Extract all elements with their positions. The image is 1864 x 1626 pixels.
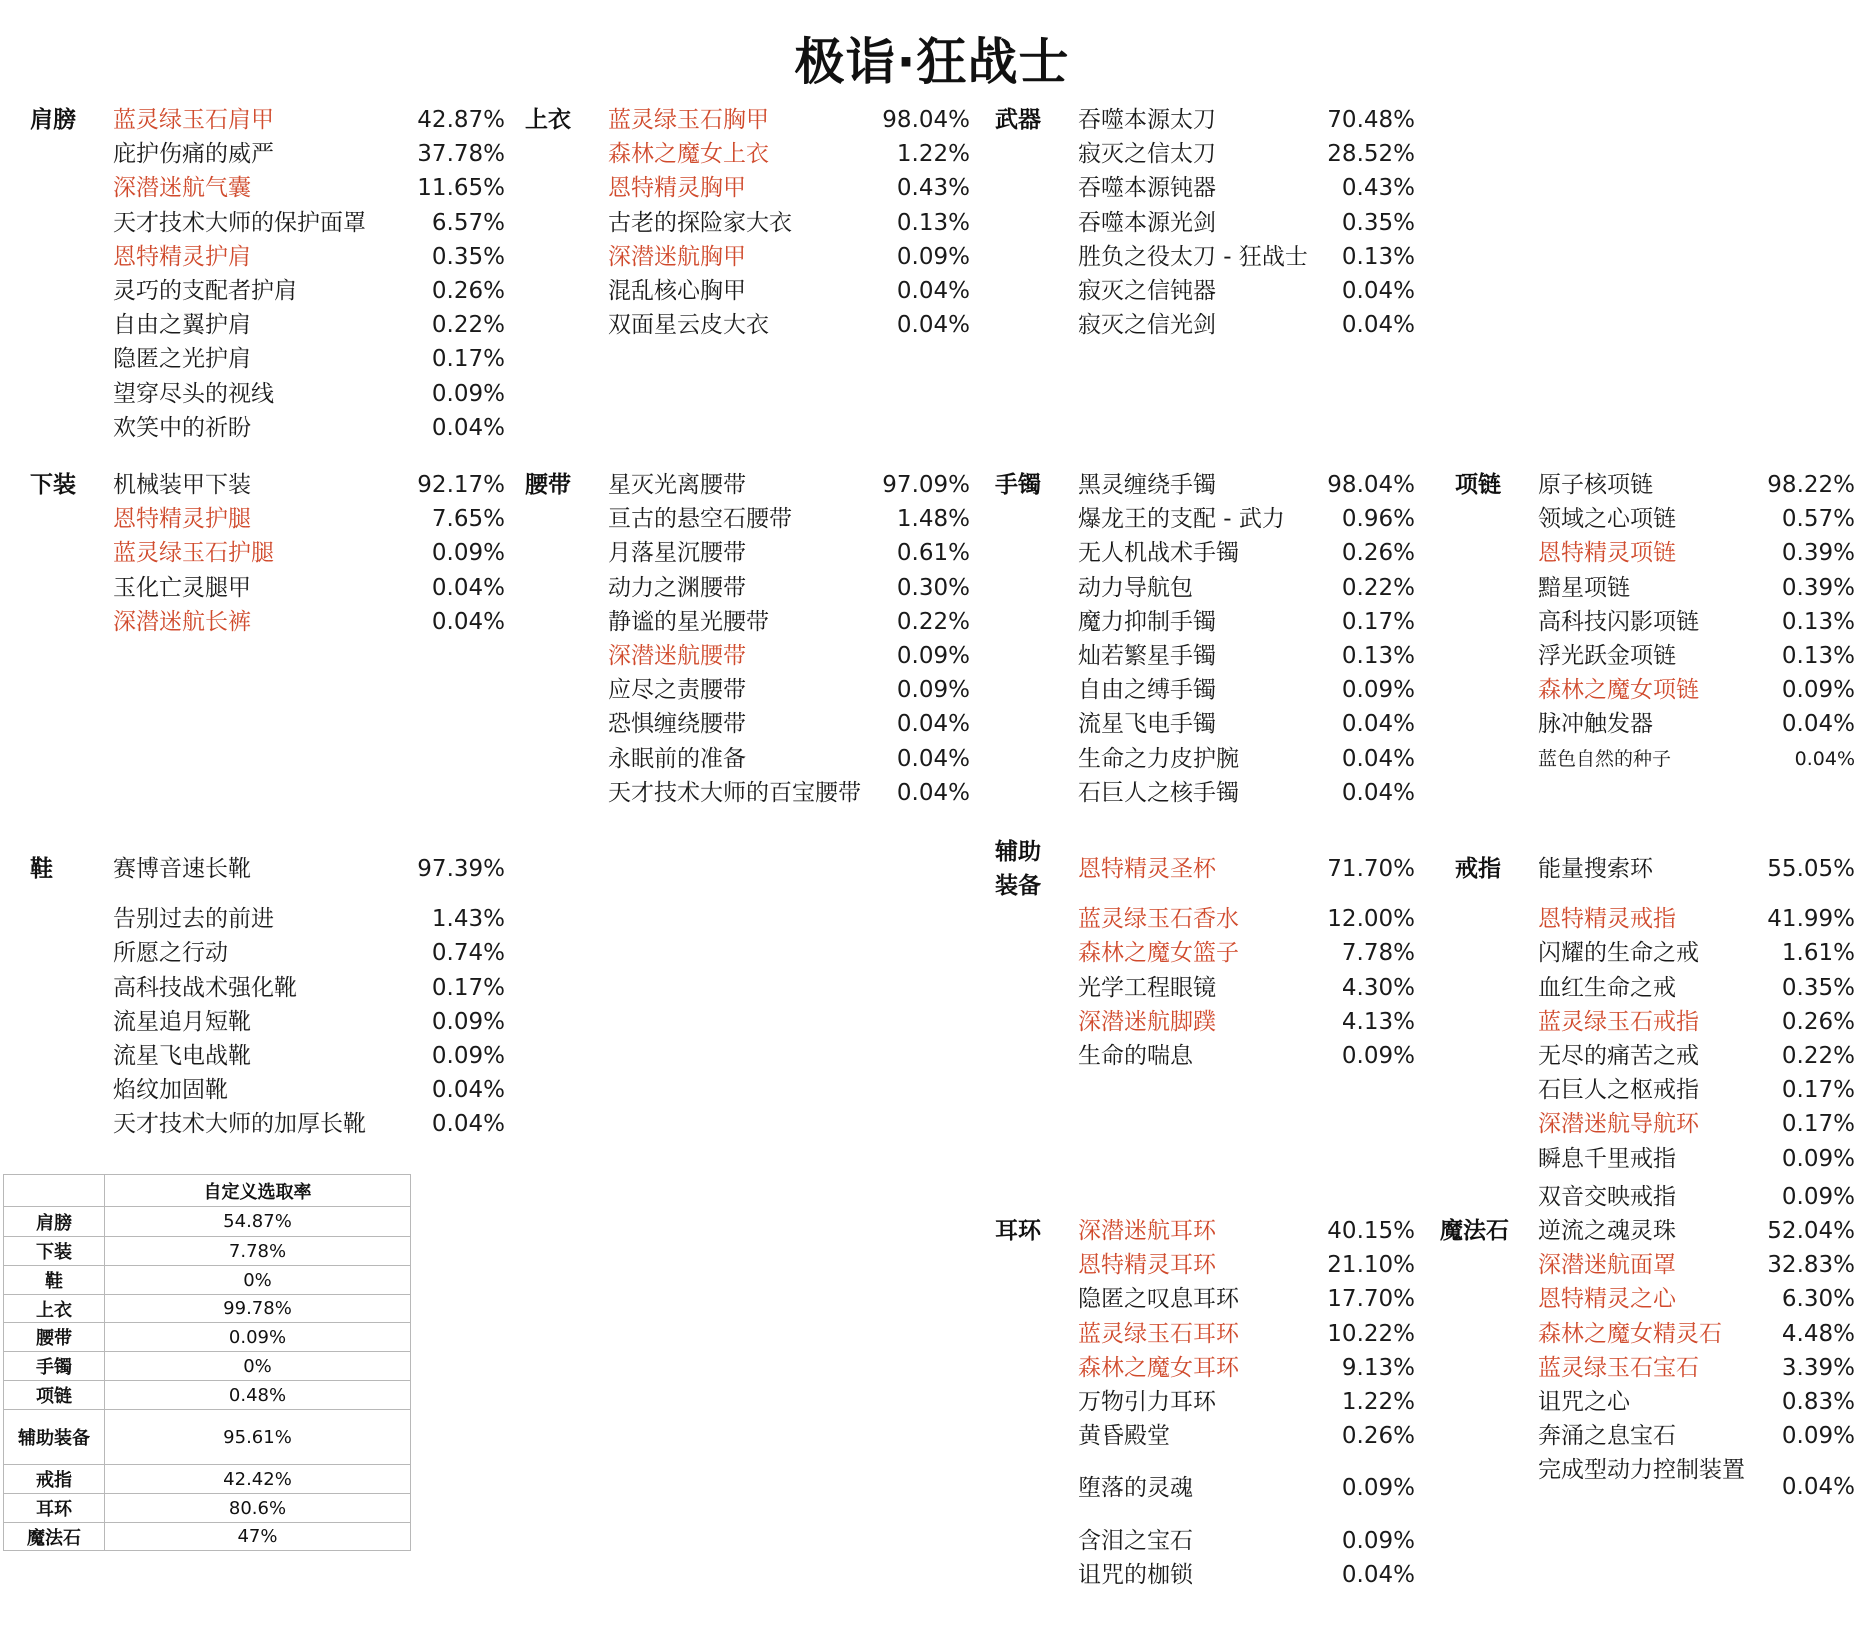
item-name: 永眠前的准备 (608, 745, 746, 772)
item-percentage: 0.09% (1341, 677, 1415, 704)
item-percentage: 0.04% (1341, 1561, 1415, 1588)
item-percentage: 0.04% (431, 1111, 505, 1138)
section-label-pants: 下装 (30, 472, 76, 498)
item-percentage: 28.52% (1327, 141, 1415, 168)
item-percentage: 0.04% (896, 779, 970, 806)
item-percentage: 1.48% (896, 506, 970, 533)
item-percentage: 1.43% (431, 906, 505, 933)
item-name: 深潜迷航长裤 (113, 608, 251, 635)
item-percentage: 1.22% (1341, 1389, 1415, 1415)
item-percentage: 98.04% (1327, 472, 1415, 498)
item-name: 诅咒之心 (1538, 1389, 1630, 1415)
item-name: 应尽之责腰带 (608, 677, 746, 704)
item-name: 恩特精灵圣杯 (1078, 856, 1216, 882)
custom-rate-value: 99.78% (105, 1295, 411, 1323)
item-percentage: 0.09% (1781, 1423, 1855, 1450)
custom-rate-value: 42.42% (105, 1465, 411, 1494)
item-percentage: 0.09% (1781, 1145, 1855, 1172)
custom-rate-value: 95.61% (105, 1410, 411, 1465)
section-label-weapon: 武器 (995, 107, 1041, 133)
item-percentage: 0.09% (431, 380, 505, 407)
item-percentage: 92.17% (417, 472, 505, 498)
item-name: 高科技闪影项链 (1538, 608, 1699, 635)
item-percentage: 0.09% (1781, 677, 1855, 704)
item-name: 灵巧的支配者护肩 (113, 278, 297, 304)
custom-rate-row (4, 1352, 411, 1381)
item-percentage: 0.35% (431, 243, 505, 270)
item-name: 深潜迷航胸甲 (608, 243, 746, 270)
custom-rate-value: 47% (105, 1523, 411, 1551)
custom-rate-label: 下装 (4, 1237, 105, 1266)
item-name: 石巨人之枢戒指 (1538, 1077, 1699, 1104)
item-percentage: 97.39% (417, 856, 505, 882)
item-percentage: 0.04% (431, 574, 505, 601)
section-label-shoulder: 肩膀 (30, 107, 76, 133)
item-name: 天才技术大师的保护面罩 (113, 209, 366, 236)
item-percentage: 0.04% (896, 745, 970, 772)
item-percentage: 4.13% (1341, 1008, 1415, 1035)
section-label-belt: 腰带 (525, 472, 571, 498)
item-percentage: 0.04% (896, 711, 970, 738)
item-percentage: 0.39% (1781, 574, 1855, 601)
item-name: 吞噬本源光剑 (1078, 209, 1216, 236)
item-percentage: 0.04% (431, 608, 505, 635)
item-percentage: 0.04% (1341, 278, 1415, 304)
item-name: 焰纹加固靴 (113, 1077, 228, 1104)
item-name: 爆龙王的支配 - 武力 (1078, 506, 1285, 533)
item-name: 蓝灵绿玉石香水 (1078, 906, 1239, 933)
item-name: 隐匿之光护肩 (113, 346, 251, 373)
item-percentage: 42.87% (417, 107, 505, 133)
item-name: 黯星项链 (1538, 574, 1630, 601)
item-name: 魔力抑制手镯 (1078, 608, 1216, 635)
item-percentage: 3.39% (1781, 1354, 1855, 1381)
item-name: 生命的喘息 (1078, 1043, 1193, 1069)
item-percentage: 0.26% (1341, 1423, 1415, 1450)
custom-rate-label: 上衣 (4, 1295, 105, 1323)
item-name: 深潜迷航腰带 (608, 643, 746, 669)
item-percentage: 0.35% (1341, 209, 1415, 236)
section-label-earring: 耳环 (995, 1218, 1041, 1244)
item-percentage: 52.04% (1767, 1218, 1855, 1244)
page-title: 极诣·狂战士 (794, 33, 1070, 91)
item-percentage: 0.13% (1781, 643, 1855, 669)
item-name: 隐匿之叹息耳环 (1078, 1286, 1239, 1313)
item-name: 胜负之役太刀 - 狂战士 (1078, 243, 1308, 270)
section-label-ring: 戒指 (1455, 856, 1501, 882)
item-percentage: 98.04% (882, 107, 970, 133)
item-percentage: 9.13% (1341, 1354, 1415, 1381)
item-name: 吞噬本源钝器 (1078, 175, 1216, 202)
item-percentage: 0.13% (1341, 643, 1415, 669)
item-name: 自由之缚手镯 (1078, 677, 1216, 704)
item-name: 逆流之魂灵珠 (1538, 1218, 1676, 1244)
item-name: 深潜迷航面罩 (1538, 1252, 1676, 1279)
item-name: 月落星沉腰带 (608, 540, 746, 567)
custom-rate-label: 肩膀 (4, 1207, 105, 1237)
item-percentage: 0.04% (1781, 711, 1855, 738)
custom-rate-row (4, 1381, 411, 1410)
item-percentage: 0.04% (1794, 747, 1855, 770)
item-name: 森林之魔女篮子 (1078, 940, 1239, 967)
item-percentage: 7.65% (431, 506, 505, 533)
item-percentage: 0.04% (1341, 745, 1415, 772)
item-name: 堕落的灵魂 (1078, 1475, 1193, 1502)
item-name: 所愿之行动 (113, 940, 228, 967)
item-name: 蓝色自然的种子 (1538, 747, 1672, 770)
item-name: 万物引力耳环 (1078, 1389, 1216, 1415)
item-name: 瞬息千里戒指 (1538, 1145, 1676, 1172)
item-percentage: 97.09% (882, 472, 970, 498)
item-name: 含泪之宝石 (1078, 1527, 1193, 1554)
section-label-bracelet: 手镯 (995, 472, 1041, 498)
item-name: 蓝灵绿玉石护腿 (113, 540, 274, 567)
item-name: 动力导航包 (1078, 574, 1193, 601)
item-percentage: 0.22% (1781, 1043, 1855, 1069)
custom-rate-row (4, 1410, 411, 1465)
item-name: 蓝灵绿玉石胸甲 (608, 107, 769, 133)
item-percentage: 0.04% (1341, 711, 1415, 738)
item-name: 欢笑中的祈盼 (113, 414, 251, 441)
custom-rate-value: 7.78% (105, 1237, 411, 1266)
item-name: 寂灭之信太刀 (1078, 141, 1216, 168)
item-name: 寂灭之信钝器 (1078, 278, 1216, 304)
item-percentage: 0.04% (896, 312, 970, 339)
item-percentage: 0.17% (1781, 1077, 1855, 1104)
item-name: 星灭光离腰带 (608, 472, 746, 498)
item-percentage: 0.04% (431, 414, 505, 441)
item-percentage: 0.61% (896, 540, 970, 567)
section-label-top: 上衣 (525, 107, 571, 133)
item-name: 混乱核心胸甲 (608, 278, 746, 304)
item-percentage: 0.04% (431, 1077, 505, 1104)
custom-rate-label: 魔法石 (4, 1523, 105, 1551)
item-name: 森林之魔女耳环 (1078, 1354, 1239, 1381)
section-label-shoes: 鞋 (30, 856, 53, 882)
custom-rate-value: 80.6% (105, 1494, 411, 1523)
custom-rate-value: 0% (105, 1266, 411, 1295)
item-percentage: 0.43% (1341, 175, 1415, 202)
item-name: 动力之渊腰带 (608, 574, 746, 601)
item-percentage: 0.26% (1341, 540, 1415, 567)
item-percentage: 0.43% (896, 175, 970, 202)
custom-rate-label: 手镯 (4, 1352, 105, 1381)
item-name: 灿若繁星手镯 (1078, 643, 1216, 669)
item-percentage: 0.09% (896, 677, 970, 704)
item-name: 双面星云皮大衣 (608, 312, 769, 339)
item-name: 赛博音速长靴 (113, 856, 251, 882)
item-name: 诅咒的枷锁 (1078, 1561, 1193, 1588)
custom-rate-label: 耳环 (4, 1494, 105, 1523)
item-percentage: 71.70% (1327, 856, 1415, 882)
custom-rate-label: 鞋 (4, 1266, 105, 1295)
item-percentage: 0.57% (1781, 506, 1855, 533)
section-label-necklace: 项链 (1455, 472, 1501, 498)
item-name: 天才技术大师的百宝腰带 (608, 779, 861, 806)
item-percentage: 0.09% (431, 540, 505, 567)
item-percentage: 0.39% (1781, 540, 1855, 567)
item-name: 亘古的悬空石腰带 (608, 506, 792, 533)
item-percentage: 12.00% (1327, 906, 1415, 933)
custom-rate-row (4, 1237, 411, 1266)
item-percentage: 1.61% (1781, 940, 1855, 967)
item-percentage: 0.17% (1341, 608, 1415, 635)
item-name: 能量搜索环 (1538, 856, 1653, 882)
item-percentage: 0.74% (431, 940, 505, 967)
item-name: 天才技术大师的加厚长靴 (113, 1111, 366, 1138)
item-name: 静谧的星光腰带 (608, 608, 769, 635)
item-percentage: 0.22% (1341, 574, 1415, 601)
item-name: 生命之力皮护腕 (1078, 745, 1239, 772)
item-percentage: 70.48% (1327, 107, 1415, 133)
item-name: 玉化亡灵腿甲 (113, 574, 251, 601)
item-name: 机械装甲下装 (113, 472, 251, 498)
item-name: 闪耀的生命之戒 (1538, 940, 1699, 967)
item-percentage: 0.09% (1341, 1043, 1415, 1069)
item-percentage: 41.99% (1767, 906, 1855, 933)
custom-rate-label: 项链 (4, 1381, 105, 1410)
item-name: 无人机战术手镯 (1078, 540, 1239, 567)
custom-rate-row (4, 1295, 411, 1323)
item-name: 蓝灵绿玉石肩甲 (113, 107, 274, 133)
item-percentage: 0.35% (1781, 974, 1855, 1001)
item-percentage: 0.17% (431, 974, 505, 1001)
item-percentage: 0.13% (896, 209, 970, 236)
item-name: 脉冲触发器 (1538, 711, 1653, 738)
item-name: 浮光跃金项链 (1538, 643, 1676, 669)
item-name: 深潜迷航耳环 (1078, 1218, 1216, 1244)
item-percentage: 32.83% (1767, 1252, 1855, 1279)
custom-rate-row (4, 1523, 411, 1551)
custom-rate-row (4, 1465, 411, 1494)
item-percentage: 0.09% (431, 1008, 505, 1035)
item-name: 蓝灵绿玉石耳环 (1078, 1320, 1239, 1347)
item-percentage: 0.09% (1341, 1527, 1415, 1554)
item-percentage: 17.70% (1327, 1286, 1415, 1313)
item-name: 奔涌之息宝石 (1538, 1423, 1676, 1450)
custom-rate-table (3, 1174, 411, 1551)
item-name: 流星飞电手镯 (1078, 711, 1216, 738)
section-label-support: 辅助装备 (995, 839, 1041, 899)
item-name: 恩特精灵之心 (1538, 1286, 1676, 1313)
item-percentage: 55.05% (1767, 856, 1855, 882)
item-name: 恩特精灵项链 (1538, 540, 1676, 567)
item-percentage: 0.09% (1781, 1183, 1855, 1210)
item-name: 恩特精灵戒指 (1538, 906, 1676, 933)
item-percentage: 6.30% (1781, 1286, 1855, 1313)
item-name: 石巨人之核手镯 (1078, 779, 1239, 806)
custom-rate-corner (4, 1175, 105, 1207)
custom-rate-header-row (4, 1175, 411, 1207)
item-percentage: 0.13% (1781, 608, 1855, 635)
item-name: 自由之翼护肩 (113, 312, 251, 339)
item-percentage: 7.78% (1341, 940, 1415, 967)
item-name: 双音交映戒指 (1538, 1183, 1676, 1210)
item-percentage: 0.09% (896, 243, 970, 270)
item-name: 森林之魔女上衣 (608, 141, 769, 168)
item-percentage: 1.22% (896, 141, 970, 168)
item-name: 告别过去的前进 (113, 906, 274, 933)
item-percentage: 0.04% (896, 278, 970, 304)
item-percentage: 0.13% (1341, 243, 1415, 270)
item-percentage: 0.09% (1341, 1475, 1415, 1502)
item-percentage: 0.04% (1341, 312, 1415, 339)
custom-rate-value: 0.09% (105, 1323, 411, 1352)
item-name: 恩特精灵护腿 (113, 506, 251, 533)
item-name: 恩特精灵耳环 (1078, 1252, 1216, 1279)
item-percentage: 0.30% (896, 574, 970, 601)
item-name: 领域之心项链 (1538, 506, 1676, 533)
item-name: 完成型动力控制装置 (1538, 1457, 1745, 1484)
item-name: 深潜迷航脚蹼 (1078, 1008, 1216, 1035)
custom-rate-header: 自定义选取率 (105, 1175, 411, 1207)
custom-rate-row (4, 1266, 411, 1295)
item-percentage: 21.10% (1327, 1252, 1415, 1279)
custom-rate-row (4, 1207, 411, 1237)
item-name: 流星追月短靴 (113, 1008, 251, 1035)
item-percentage: 6.57% (431, 209, 505, 236)
item-percentage: 0.09% (896, 643, 970, 669)
custom-rate-label: 戒指 (4, 1465, 105, 1494)
item-percentage: 0.04% (1781, 1474, 1855, 1501)
item-percentage: 4.30% (1341, 974, 1415, 1001)
item-percentage: 10.22% (1327, 1320, 1415, 1347)
custom-rate-row (4, 1494, 411, 1523)
item-percentage: 0.26% (431, 278, 505, 304)
custom-rate-row (4, 1323, 411, 1352)
item-percentage: 0.22% (431, 312, 505, 339)
item-name: 寂灭之信光剑 (1078, 312, 1216, 339)
item-percentage: 0.09% (431, 1043, 505, 1069)
item-percentage: 37.78% (417, 141, 505, 168)
item-name: 庇护伤痛的威严 (113, 141, 274, 168)
item-name: 深潜迷航导航环 (1538, 1111, 1699, 1138)
item-name: 原子核项链 (1538, 472, 1653, 498)
item-name: 无尽的痛苦之戒 (1538, 1043, 1699, 1069)
item-name: 流星飞电战靴 (113, 1043, 251, 1069)
item-percentage: 0.17% (431, 346, 505, 373)
item-percentage: 0.17% (1781, 1111, 1855, 1138)
custom-rate-label: 腰带 (4, 1323, 105, 1352)
custom-rate-value: 54.87% (105, 1207, 411, 1237)
item-percentage: 4.48% (1781, 1320, 1855, 1347)
item-name: 恩特精灵护肩 (113, 243, 251, 270)
item-name: 黑灵缠绕手镯 (1078, 472, 1216, 498)
item-name: 蓝灵绿玉石宝石 (1538, 1354, 1699, 1381)
section-label-magicstone: 魔法石 (1440, 1218, 1509, 1244)
item-percentage: 0.04% (1341, 779, 1415, 806)
custom-rate-value: 0% (105, 1352, 411, 1381)
item-name: 蓝灵绿玉石戒指 (1538, 1008, 1699, 1035)
item-percentage: 0.26% (1781, 1008, 1855, 1035)
item-name: 吞噬本源太刀 (1078, 107, 1216, 133)
custom-rate-label: 辅助装备 (4, 1410, 105, 1465)
item-name: 高科技战术强化靴 (113, 974, 297, 1001)
item-percentage: 98.22% (1767, 472, 1855, 498)
item-name: 古老的探险家大衣 (608, 209, 792, 236)
item-percentage: 0.96% (1341, 506, 1415, 533)
item-name: 光学工程眼镜 (1078, 974, 1216, 1001)
item-percentage: 0.22% (896, 608, 970, 635)
item-name: 望穿尽头的视线 (113, 380, 274, 407)
item-name: 恐惧缠绕腰带 (608, 711, 746, 738)
item-name: 森林之魔女项链 (1538, 677, 1699, 704)
item-percentage: 0.83% (1781, 1389, 1855, 1415)
item-percentage: 40.15% (1327, 1218, 1415, 1244)
custom-rate-value: 0.48% (105, 1381, 411, 1410)
item-name: 血红生命之戒 (1538, 974, 1676, 1001)
item-name: 森林之魔女精灵石 (1538, 1320, 1722, 1347)
item-name: 恩特精灵胸甲 (608, 175, 746, 202)
item-name: 深潜迷航气囊 (113, 175, 251, 202)
item-name: 黄昏殿堂 (1078, 1423, 1170, 1450)
item-percentage: 11.65% (417, 175, 505, 202)
